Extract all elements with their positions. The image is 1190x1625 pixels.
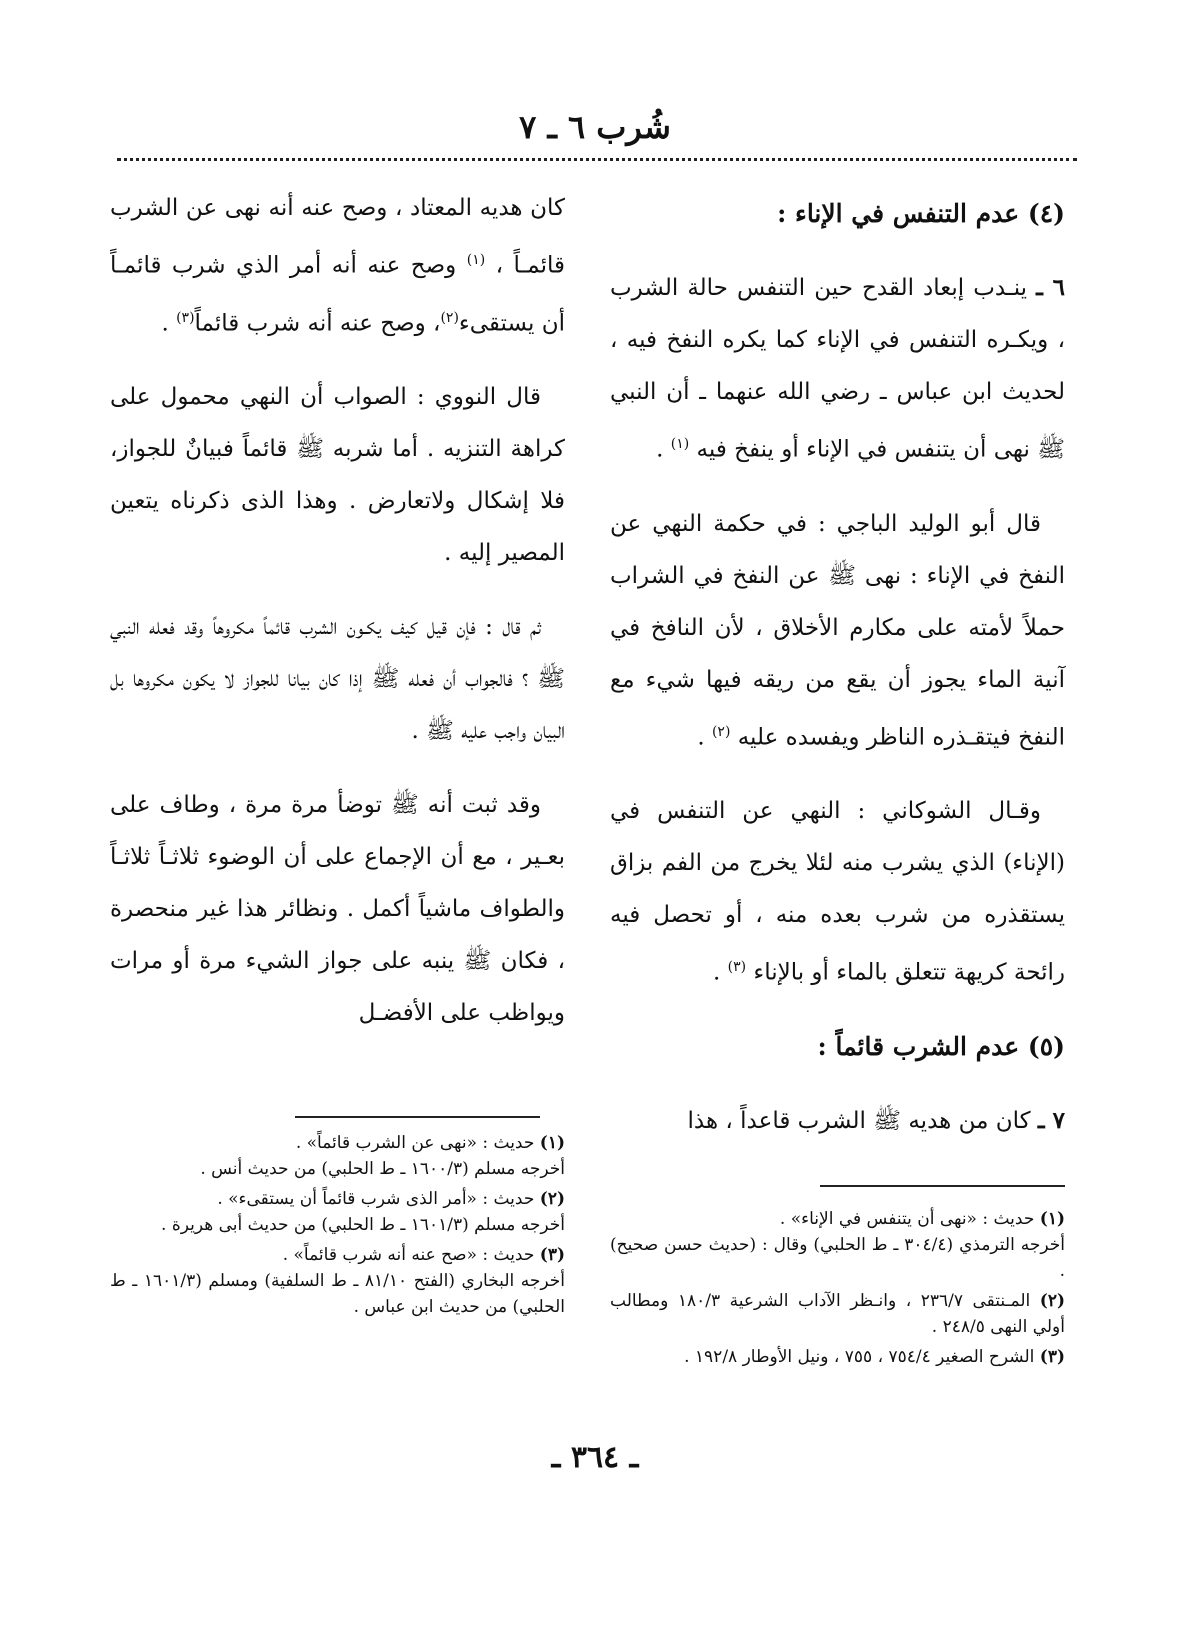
paragraph-number: ٧ ـ [1037,1106,1065,1134]
footnote-item [610,1344,1065,1370]
footnote-label: (٣) [539,1245,565,1265]
footnote-label: (٢) [539,1189,565,1209]
header-dotted-divider [117,158,1077,161]
footnote-line: حديث : «صح عنه أنه شرب قائماً» . [282,1245,535,1265]
footnote-divider-left [295,1116,540,1118]
footnote-line: أخرجه مسلم (١٦٠١/٣ ـ ط الحلبي) من حديث أبى هريرة . [161,1215,565,1235]
page-header-title: شُرب ٦ ـ ٧ [519,108,671,146]
footnote-line: حديث : «أمر الذى شرب قائماً أن يستقىء» . [217,1189,535,1209]
paragraph-text: كان من هديه ﷺ الشرب قاعداً ، هذا [687,1107,1031,1134]
footnote-line: حديث : «نهى أن يتنفس في الإناء» . [779,1209,1035,1229]
paragraph-nawawi: قال النووي : الصواب أن النهي محمول على كراهة التنزيه . أما شربه ﷺ قائماً فبيانٌ للجواز، فلا إشكال ولاتعارض . وهذا الذى ذكرناه يتعين المصير إليه . [110,384,565,567]
paragraph-end: . [712,959,728,986]
paragraph-text: ينـدب إبعاد القدح حين التنفس حالة الشرب ، ويكـره التنفس في الإناء كما يكره النفخ فيه ، لحديث ابن عباس ـ رضي الله عنهما ـ أن النبي ﷺ نهى أن يتنفس في الإناء أو ينفخ فيه [610,275,1065,463]
footnote-item [610,1288,1065,1340]
footnote-item [610,1206,1065,1284]
footnote-ref: (٣) [727,959,747,976]
footnote-divider-right [820,1185,1065,1187]
footnote-line: المـنتقى ٢٣٦/٧ ، وانـظر الآداب الشرعية ١٨٠/٣ ومطالب أولي النهى ٢٤٨/٥ . [610,1291,1065,1337]
paragraph-baji [610,498,1065,764]
footnotes-left [110,1130,565,1324]
footnote-ref: (١) [670,436,690,452]
paragraph-text: قال أبو الوليد الباجي : في حكمة النهي عن النفخ في الإناء : نهى ﷺ عن النفخ في الشراب حملاً لأمته على مكارم الأخلاق ، لأن النافخ في آنية الماء يجوز أن يقع من ريقه فيها شيء مع النفخ فيتقـذره الناظر ويفسده عليه [610,510,1065,751]
paragraph-then-said: ثم قال : فإن قيل كيف يكـون الشرب قائماً مكروهاً وقد فعله النبي ﷺ ؟ فالجواب أن فعله ﷺ إذا كان بيانا للجواز لا يكون مكروها بل البيان واجب عليه ﷺ . [110,614,565,745]
paragraph-continuation [110,182,565,349]
paragraph-text: ، وصح عنه أنه شرب قائماً [194,310,441,337]
left-column [110,182,565,1061]
footnote-item [110,1130,565,1182]
footnote-line: أخرجه البخاري (الفتح ٨١/١٠ ـ ط السلفية) ومسلم (١٦٠١/٣ ـ ط الحلبي) من حديث ابن عباس . [110,1271,566,1317]
paragraph-text: وقـال الشوكاني : النهي عن التنفس في (الإناء) الذي يشرب منه لئلا يخرج من الفم بزاق يستقذره من شرب بعده منه ، أو تحصل فيه رائحة كريهة تتعلق بالماء أو بالإناء [610,798,1065,986]
paragraph-end: . [656,436,671,463]
paragraph-end: . [161,310,177,337]
paragraph-number: ٦ ـ [1036,274,1065,301]
footnote-line: الشرح الصغير ٧٥٤/٤ ، ٧٥٥ ، ونيل الأوطار ١٩٢/٨ . [684,1347,1035,1367]
section-heading-no-breathing: (٤) عدم التنفس في الإناء : [777,199,1065,228]
footnote-label: (١) [1039,1209,1065,1229]
footnote-item [110,1186,565,1238]
footnote-label: (٢) [1039,1291,1066,1311]
section-heading-no-standing: (٥) عدم الشرب قائماً : [817,1031,1065,1061]
footnote-ref: (٢) [440,309,459,326]
footnote-label: (٣) [1039,1347,1065,1367]
paragraph-shawkani [610,785,1065,999]
footnote-ref: (٢) [711,723,731,740]
footnote-line: حديث : «نهى عن الشرب قائماً» . [295,1133,535,1153]
footnote-ref: (١) [466,252,486,268]
footnote-item [110,1242,565,1320]
footnote-line: أخرجه مسلم (١٦٠٠/٣ ـ ط الحلبي) من حديث أنس . [200,1159,565,1179]
paragraph-6 [610,262,1065,476]
footnote-label: (١) [539,1133,565,1153]
page-number: ـ ٣٦٤ ـ [551,1440,639,1475]
paragraph-text: كان هديه المعتاد ، وصح عنه أنه نهى عن الشرب قائمـاً ، [110,195,565,279]
footnote-ref: (٣) [176,309,195,326]
paragraph-7 [610,1095,1065,1147]
right-column [610,182,1065,1169]
paragraph-wudu: وقد ثبت أنه ﷺ توضأ مرة مرة ، وطاف على بعـير ، مع أن الإجماع على أن الوضوء ثلاثـاً ثلاثـاً والطواف ماشياً أكمل . ونظائر هذا غير منحصرة ، فكان ﷺ ينبه على جواز الشيء مرة أو مرات ويواظب على الأفضـل [110,792,565,1027]
paragraph-text: وصح عنه أنه أمر الذي شرب قائمـاً أن يستقىء [110,252,565,337]
paragraph-end: . [697,724,712,751]
footnote-line: أخرجه الترمذي (٣٠٤/٤ ـ ط الحلبي) وقال : (حديث حسن صحيح) . [610,1235,1065,1281]
footnotes-right [610,1206,1065,1374]
